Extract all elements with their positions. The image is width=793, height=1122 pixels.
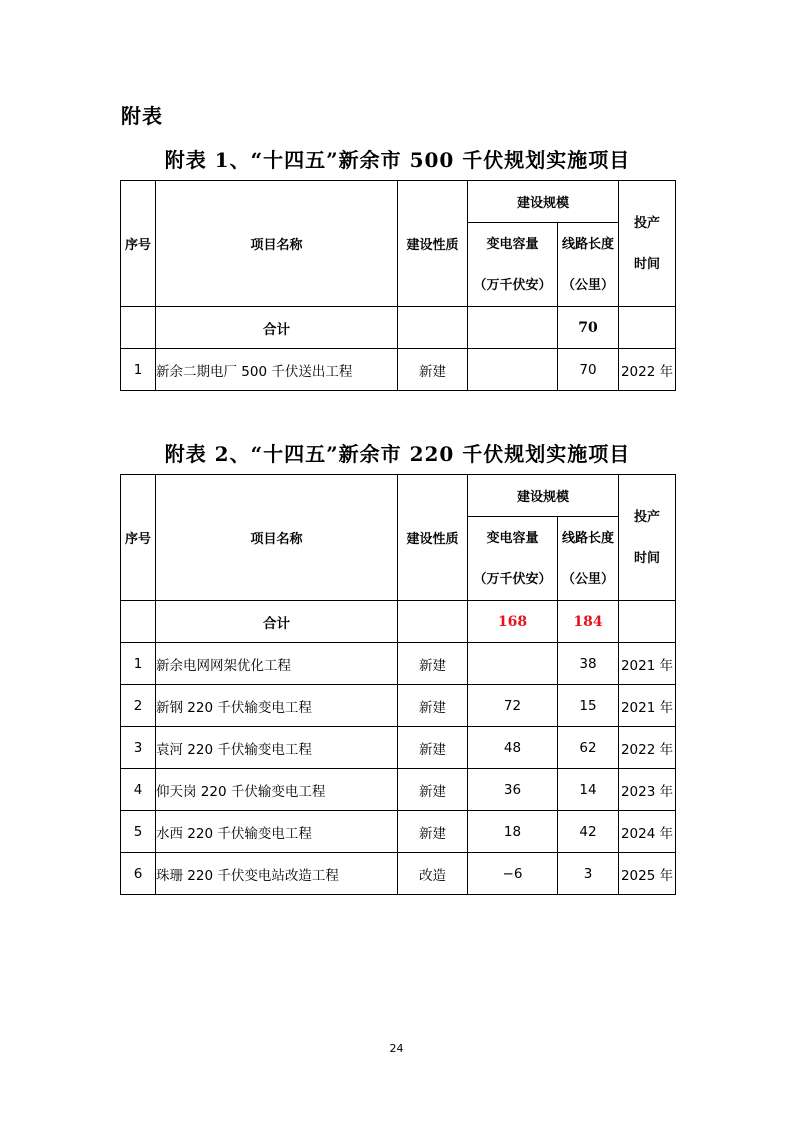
row-seq: 4: [121, 769, 156, 811]
col-capacity-line1: 变电容量: [486, 236, 539, 252]
col-length-line2: （公里）: [562, 571, 615, 587]
row-seq: 1: [121, 349, 156, 391]
row-name: 仰天岗 220 千伏输变电工程: [156, 769, 398, 811]
table-row: [121, 727, 676, 769]
row-length: 42: [558, 811, 619, 853]
total-length: 184: [558, 601, 619, 643]
total-label: 合计: [156, 307, 398, 349]
col-name-header: 项目名称: [156, 475, 398, 601]
row-nature: 新建: [398, 643, 468, 685]
row-capacity: 36: [468, 769, 558, 811]
col-length-line1: 线路长度: [562, 530, 615, 546]
appendix-heading: 附表: [121, 104, 163, 128]
table-row: [121, 853, 676, 895]
row-seq: 6: [121, 853, 156, 895]
row-seq: 2: [121, 685, 156, 727]
table-row: [121, 349, 676, 391]
row-year: 2024 年: [619, 811, 676, 853]
col-capacity-header: [468, 223, 558, 307]
total-capacity: [468, 307, 558, 349]
row-seq: 3: [121, 727, 156, 769]
table1-title: 附表 1、“十四五”新余市 500 千伏规划实施项目: [164, 148, 631, 172]
col-time-line2: 时间: [634, 256, 661, 272]
col-capacity-line2: （万千伏安）: [473, 277, 552, 293]
col-nature-header: 建设性质: [398, 181, 468, 307]
row-name: 新余二期电厂 500 千伏送出工程: [156, 349, 398, 391]
table2: [120, 474, 676, 895]
table1: [120, 180, 676, 391]
col-time-line2: 时间: [634, 550, 661, 566]
row-nature: 改造: [398, 853, 468, 895]
table-row: [121, 685, 676, 727]
row-seq: 5: [121, 811, 156, 853]
row-name: 袁河 220 千伏输变电工程: [156, 727, 398, 769]
total-label: 合计: [156, 601, 398, 643]
table-row: [121, 811, 676, 853]
col-length-line2: （公里）: [562, 277, 615, 293]
col-scale-header: 建设规模: [468, 181, 619, 223]
row-capacity: 72: [468, 685, 558, 727]
row-capacity: 18: [468, 811, 558, 853]
col-length-line1: 线路长度: [562, 236, 615, 252]
col-capacity-line1: 变电容量: [486, 530, 539, 546]
table-row: [121, 643, 676, 685]
table2-title: 附表 2、“十四五”新余市 220 千伏规划实施项目: [164, 442, 631, 466]
row-nature: 新建: [398, 811, 468, 853]
page-number: 24: [389, 1042, 404, 1055]
table1-total-row: [121, 307, 676, 349]
row-year: 2022 年: [619, 727, 676, 769]
col-length-header: [558, 223, 619, 307]
row-capacity: [468, 643, 558, 685]
col-time-line1: 投产: [634, 215, 661, 231]
row-year: 2021 年: [619, 685, 676, 727]
row-length: 14: [558, 769, 619, 811]
col-name-header: 项目名称: [156, 181, 398, 307]
row-length: 38: [558, 643, 619, 685]
row-year: 2022 年: [619, 349, 676, 391]
col-seq-header: 序号: [121, 181, 156, 307]
col-capacity-header: [468, 517, 558, 601]
table-row: [121, 769, 676, 811]
total-length: 70: [558, 307, 619, 349]
col-time-header: [619, 475, 676, 601]
row-length: 62: [558, 727, 619, 769]
row-nature: 新建: [398, 769, 468, 811]
col-capacity-line2: （万千伏安）: [473, 571, 552, 587]
row-name: 珠珊 220 千伏变电站改造工程: [156, 853, 398, 895]
row-nature: 新建: [398, 349, 468, 391]
row-year: 2021 年: [619, 643, 676, 685]
col-seq-header: 序号: [121, 475, 156, 601]
row-seq: 1: [121, 643, 156, 685]
row-nature: 新建: [398, 727, 468, 769]
row-length: 15: [558, 685, 619, 727]
col-time-line1: 投产: [634, 509, 661, 525]
row-length: 3: [558, 853, 619, 895]
row-year: 2023 年: [619, 769, 676, 811]
row-year: 2025 年: [619, 853, 676, 895]
total-capacity: 168: [468, 601, 558, 643]
col-time-header: [619, 181, 676, 307]
row-name: 新余电网网架优化工程: [156, 643, 398, 685]
row-name: 水西 220 千伏输变电工程: [156, 811, 398, 853]
row-capacity: 48: [468, 727, 558, 769]
row-capacity: [468, 349, 558, 391]
row-name: 新钢 220 千伏输变电工程: [156, 685, 398, 727]
col-nature-header: 建设性质: [398, 475, 468, 601]
col-length-header: [558, 517, 619, 601]
col-scale-header: 建设规模: [468, 475, 619, 517]
row-length: 70: [558, 349, 619, 391]
row-capacity: −6: [468, 853, 558, 895]
row-nature: 新建: [398, 685, 468, 727]
table2-total-row: [121, 601, 676, 643]
